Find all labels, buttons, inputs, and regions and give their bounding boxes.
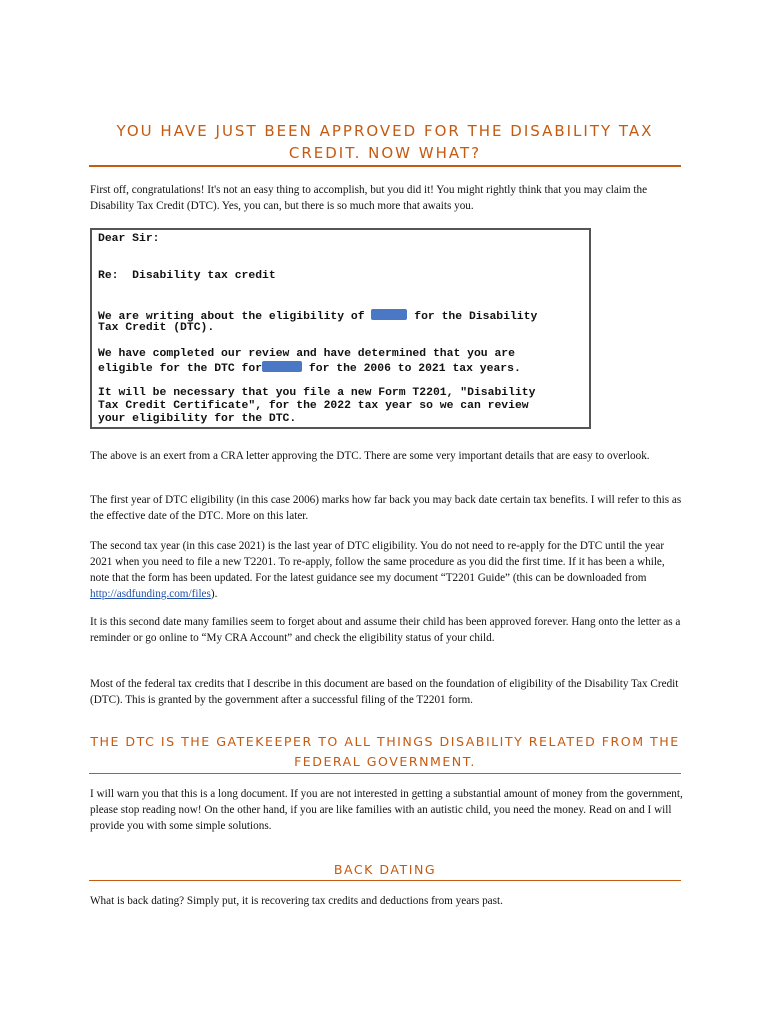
section-heading-gatekeeper	[85, 732, 685, 772]
paragraph-2: The first year of DTC eligibility (in this case 2006) marks how far back you may back date certain tax benefits. I will refer to this as the effective date of the DTC. More on this later.	[90, 494, 682, 522]
paragraph-7: What is back dating? Simply put, it is recovering tax credits and deductions from years past.	[90, 895, 503, 907]
cra-letter-excerpt	[90, 228, 591, 429]
letter-line-5a: It will be necessary that you file a new Form T2201, "Disability	[98, 387, 536, 399]
section-heading-back-dating: BACK DATING	[333, 862, 437, 877]
paragraph-5: Most of the federal tax credits that I describe in this document are based on the foundation of eligibility of the Disability Tax Credit (DTC). This is granted by the government after a successful filing of the T2201 form.	[90, 678, 679, 706]
asdfunding-link[interactable]: http://asdfunding.com/files	[90, 588, 211, 600]
letter-line-5c: your eligibility for the DTC.	[98, 413, 297, 425]
letter-salutation: Dear Sir:	[98, 233, 160, 245]
letter-line-3c: Tax Credit (DTC).	[98, 322, 215, 334]
intro-paragraph: First off, congratulations! It's not an easy thing to accomplish, but you did it! You might rightly think that you may claim the Disability Tax Credit (DTC). Yes, you can, but there is so much more that awaits you.	[90, 184, 648, 212]
letter-line-3a: We are writing about the eligibility of for the Disability	[98, 311, 538, 323]
title-line-1: YOU HAVE JUST BEEN APPROVED FOR THE DISABILITY TAX	[116, 122, 654, 140]
paragraph-6: I will warn you that this is a long document. If you are not interested in getting a substantial amount of money from the government, please stop reading now! On the other hand, if you are like families with an autistic child, you need the money. Read on and I will provide you with some simple solutions.	[90, 788, 683, 832]
paragraph-3: The second tax year (in this case 2021) is the last year of DTC eligibility. You do not need to re-apply for the DTC until the year 2021 when you need to file a new T2201. To re-apply, follow the same procedure as you did the first time. If it has been a while, note that the form has been updated. For the latest guidance see my document “T2201 Guide” (this can be downloaded from http://asdfunding.com/files).	[90, 540, 665, 600]
letter-line-5b: Tax Credit Certificate", for the 2022 tax year so we can review	[98, 400, 529, 412]
paragraph-4: It is this second date many families seem to forget about and assume their child has been approved forever. Hang onto the letter as a reminder or go online to “My CRA Account” and check the eligibility status of your child.	[90, 616, 681, 644]
letter-line-4a: We have completed our review and have determined that you are	[98, 348, 515, 360]
section-rule-gatekeeper	[89, 773, 681, 774]
heading2-line-2: FEDERAL GOVERNMENT.	[294, 754, 476, 769]
title-line-2: CREDIT. NOW WHAT?	[288, 144, 482, 162]
letter-re-line: Re: Disability tax credit	[98, 270, 276, 282]
letter-line-4b: eligible for the DTC for for the 2006 to 2021 tax years.	[98, 363, 521, 375]
redacted-name	[262, 361, 302, 372]
paragraph-1: The above is an exert from a CRA letter approving the DTC. There are some very important details that are easy to overlook.	[90, 450, 650, 462]
heading2-line-1: THE DTC IS THE GATEKEEPER TO ALL THINGS DISABILITY RELATED FROM THE	[90, 734, 680, 749]
title-rule	[89, 165, 681, 167]
redacted-name	[371, 309, 407, 320]
section-rule-back-dating	[89, 880, 681, 881]
document-title	[60, 120, 710, 164]
